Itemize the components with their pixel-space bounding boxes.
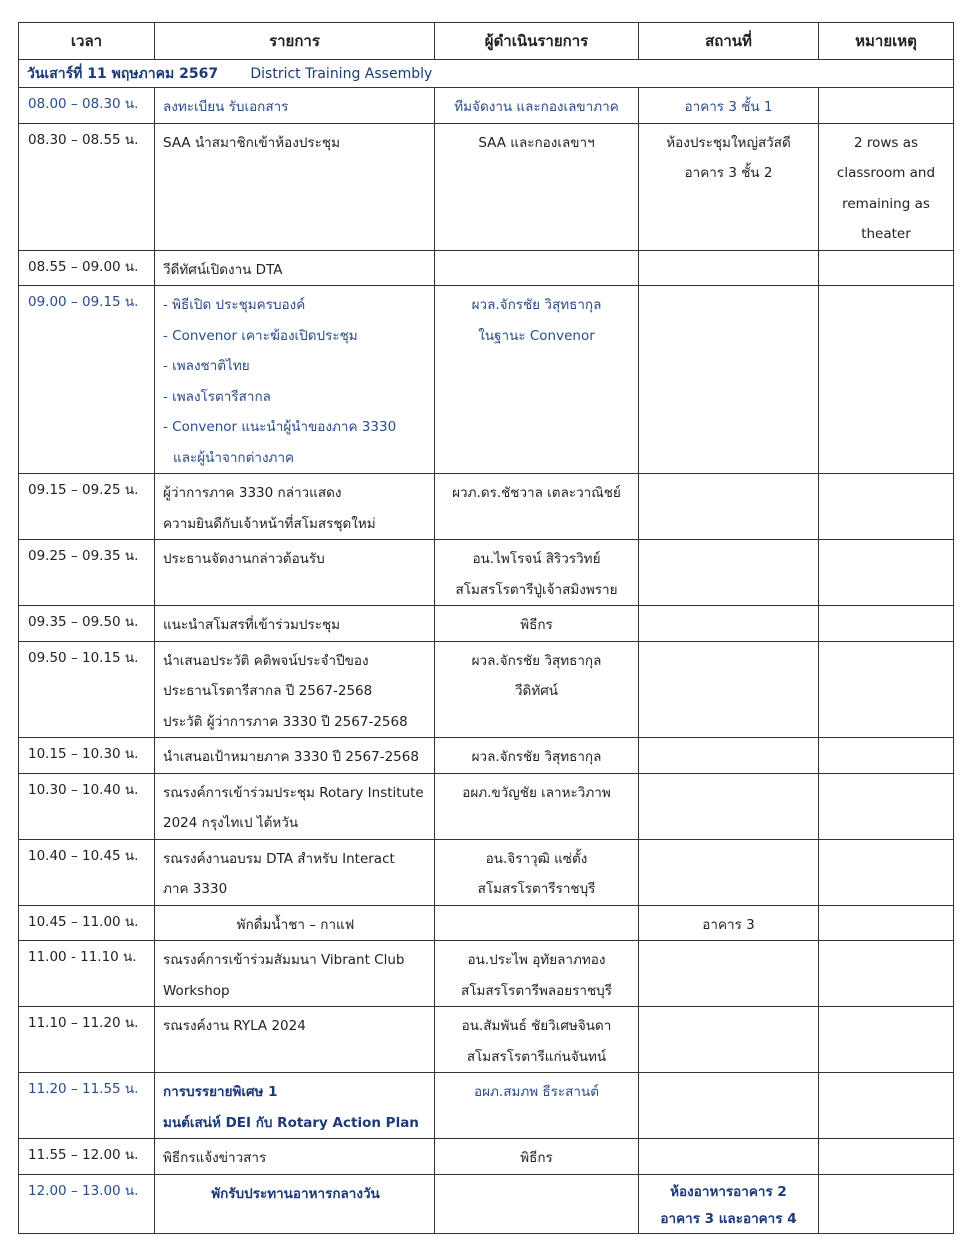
note-cell (819, 123, 954, 250)
note-cell (819, 1139, 954, 1175)
agenda-row (19, 474, 954, 540)
time-text: 11.20 – 11.55 น. (28, 1081, 139, 1097)
agenda-row (19, 286, 954, 474)
time-text: 11.00 - 11.10 น. (28, 949, 137, 965)
agenda-row (19, 641, 954, 738)
place-cell (639, 941, 819, 1007)
time-cell (19, 905, 155, 941)
time-text: 11.10 – 11.20 น. (28, 1015, 139, 1031)
place-cell (639, 641, 819, 738)
agenda-row (19, 738, 954, 774)
item-text: Workshop (163, 982, 230, 999)
host-text: อน.ไพโรจน์ สิริวรวิทย์ (472, 551, 601, 567)
note-cell (819, 606, 954, 642)
time-cell (19, 474, 155, 540)
time-text: 09.15 – 09.25 น. (28, 482, 139, 498)
agenda-table (18, 22, 954, 1234)
item-text: นำเสนอเป้าหมายภาค 3330 ปี 2567-2568 (163, 749, 419, 765)
note-cell (819, 1174, 954, 1233)
host-cell (435, 1139, 639, 1175)
place-cell (639, 250, 819, 286)
agenda-row (19, 540, 954, 606)
host-text: สโมสรโรตารีปู่เจ้าสมิงพราย (455, 581, 618, 598)
note-cell (819, 641, 954, 738)
header-item: รายการ (155, 23, 435, 60)
host-cell (435, 738, 639, 774)
time-cell (19, 88, 155, 124)
item-text: นำเสนอประวัติ คติพจน์ประจำปีของ (163, 652, 369, 669)
note-cell (819, 286, 954, 474)
host-cell (435, 1073, 639, 1139)
place-cell (639, 1139, 819, 1175)
time-text: 10.40 – 10.45 น. (28, 847, 139, 864)
item-cell (155, 1073, 435, 1139)
time-cell (19, 540, 155, 606)
item-text: 2024 กรุงไทเป ไต้หวัน (163, 815, 299, 831)
host-text: ผวล.จักรชัย วิสุทธากุล (471, 749, 602, 765)
host-text: อน.ประไพ อุทัยลาภทอง (467, 952, 606, 968)
agenda-row (19, 839, 954, 905)
time-text: 11.55 – 12.00 น. (28, 1147, 139, 1163)
time-cell (19, 1174, 155, 1233)
time-text: 09.35 – 09.50 น. (28, 614, 139, 630)
host-cell (435, 88, 639, 124)
item-text: ประวัติ ผู้ว่าการภาค 3330 ปี 2567-2568 (163, 713, 408, 730)
host-cell (435, 250, 639, 286)
place-text: อาคาร 3 ชั้น 2 (684, 165, 773, 181)
time-text: 08.00 – 08.30 น. (28, 96, 139, 112)
place-cell (639, 905, 819, 941)
time-cell (19, 941, 155, 1007)
header-note: หมายเหตุ (819, 23, 954, 60)
host-cell (435, 1007, 639, 1073)
time-text: 10.45 – 11.00 น. (28, 913, 139, 930)
host-text: อผภ.ขวัญชัย เลาหะวิภาพ (462, 784, 611, 801)
item-text: ความยินดีกับเจ้าหน้าที่สโมสรชุดใหม่ (163, 515, 376, 532)
note-cell (819, 941, 954, 1007)
item-cell (155, 941, 435, 1007)
item-text: มนต์เสน่ห์ DEI กับ Rotary Action Plan (163, 1114, 419, 1131)
time-text: 09.00 – 09.15 น. (28, 294, 139, 310)
item-text: ภาค 3330 (163, 881, 228, 897)
item-text: รณรงค์งานอบรม DTA สำหรับ Interact (163, 850, 395, 867)
agenda-row (19, 773, 954, 839)
host-text: ผวภ.ดร.ชัชวาล เตละวาณิชย์ (452, 485, 621, 501)
time-text: 08.55 – 09.00 น. (28, 258, 139, 275)
item-text: ประธานโรตารีสากล ปี 2567-2568 (163, 683, 373, 699)
item-cell (155, 905, 435, 941)
item-text: รณรงค์งาน RYLA 2024 (163, 1018, 306, 1034)
host-cell (435, 286, 639, 474)
host-text: ผวล.จักรชัย วิสุทธากุล (471, 652, 602, 669)
item-text: ประธานจัดงานกล่าวต้อนรับ (163, 551, 325, 567)
item-cell (155, 123, 435, 250)
host-text: ในฐานะ Convenor (478, 327, 595, 344)
host-cell (435, 606, 639, 642)
place-cell (639, 1174, 819, 1233)
agenda-row (19, 123, 954, 250)
host-cell (435, 474, 639, 540)
agenda-row (19, 1139, 954, 1175)
place-cell (639, 540, 819, 606)
note-text: classroom and (836, 165, 936, 181)
place-cell (639, 1073, 819, 1139)
host-cell (435, 941, 639, 1007)
time-text: 10.30 – 10.40 น. (28, 781, 139, 798)
place-text: ห้องอาหารอาคาร 2 (670, 1183, 787, 1200)
agenda-row (19, 941, 954, 1007)
host-text: สโมสรโรตารีพลอยราชบุรี (461, 982, 612, 999)
header-place: สถานที่ (639, 23, 819, 60)
note-cell (819, 250, 954, 286)
place-cell (639, 1007, 819, 1073)
place-text: อาคาร 3 (702, 916, 755, 933)
time-cell (19, 250, 155, 286)
place-cell (639, 738, 819, 774)
item-cell (155, 1139, 435, 1175)
agenda-row (19, 606, 954, 642)
time-text: 10.15 – 10.30 น. (28, 746, 139, 762)
item-cell (155, 250, 435, 286)
item-text: - Convenor แนะนำผู้นำของภาค 3330 (163, 419, 397, 435)
time-cell (19, 839, 155, 905)
item-text: และผู้นำจากต่างภาค (173, 449, 295, 466)
host-cell (435, 839, 639, 905)
day-date: วันเสาร์ที่ 11 พฤษภาคม 2567 (27, 65, 219, 82)
item-text: SAA นำสมาชิกเข้าห้องประชุม (163, 134, 340, 151)
item-cell (155, 1007, 435, 1073)
header-row (19, 23, 954, 60)
host-cell (435, 641, 639, 738)
item-text: - เพลงโรตารีสากล (163, 388, 271, 405)
place-cell (639, 773, 819, 839)
host-text: สโมสรโรตารีแก่นจันทน์ (466, 1048, 607, 1065)
host-cell (435, 123, 639, 250)
item-cell (155, 540, 435, 606)
item-text: - พิธีเปิด ประชุมครบองค์ (163, 297, 306, 313)
time-text: 09.50 – 10.15 น. (28, 649, 139, 666)
time-text: 08.30 – 08.55 น. (28, 131, 139, 148)
time-text: 12.00 – 13.00 น. (28, 1182, 139, 1199)
item-cell (155, 1174, 435, 1233)
time-cell (19, 773, 155, 839)
agenda-row (19, 1007, 954, 1073)
note-cell (819, 905, 954, 941)
day-cell (19, 60, 954, 88)
place-cell (639, 286, 819, 474)
note-cell (819, 474, 954, 540)
place-text: อาคาร 3 และอาคาร 4 (660, 1210, 797, 1227)
item-text: การบรรยายพิเศษ 1 (163, 1084, 278, 1100)
time-cell (19, 1007, 155, 1073)
item-cell (155, 606, 435, 642)
item-cell (155, 474, 435, 540)
agenda-row (19, 905, 954, 941)
host-text: พิธีกร (520, 1150, 553, 1166)
header-host: ผู้ดำเนินรายการ (435, 23, 639, 60)
host-cell (435, 540, 639, 606)
note-cell (819, 88, 954, 124)
note-cell (819, 1007, 954, 1073)
host-text: อน.สัมพันธ์ ชัยวิเศษจินดา (461, 1018, 612, 1034)
place-cell (639, 88, 819, 124)
item-text: ลงทะเบียน รับเอกสาร (163, 99, 289, 115)
item-text: - เพลงชาติไทย (163, 358, 250, 374)
host-text: ทีมจัดงาน และกองเลขาภาค (454, 99, 619, 115)
item-text: พิธีกรแจ้งข่าวสาร (163, 1150, 267, 1166)
time-cell (19, 738, 155, 774)
agenda-row (19, 250, 954, 286)
time-cell (19, 123, 155, 250)
item-cell (155, 839, 435, 905)
place-cell (639, 123, 819, 250)
time-cell (19, 641, 155, 738)
item-cell (155, 286, 435, 474)
host-text: ผวล.จักรชัย วิสุทธากุล (471, 297, 602, 313)
place-cell (639, 839, 819, 905)
item-text: ผู้ว่าการภาค 3330 กล่าวแสดง (163, 485, 342, 501)
item-text: แนะนำสโมสรที่เข้าร่วมประชุม (163, 617, 341, 633)
item-cell (155, 773, 435, 839)
host-text: วีดิทัศน์ (514, 683, 559, 699)
time-cell (19, 1073, 155, 1139)
note-cell (819, 839, 954, 905)
host-text: สโมสรโรตารีราชบุรี (477, 881, 596, 897)
note-text: theater (861, 226, 911, 242)
agenda-row (19, 1174, 954, 1233)
note-text: remaining as (842, 195, 930, 212)
note-cell (819, 773, 954, 839)
item-text: พักดื่มน้ำชา – กาแฟ (236, 916, 355, 933)
item-cell (155, 88, 435, 124)
note-text: 2 rows as (853, 134, 919, 151)
item-text: - Convenor เคาะฆ้องเปิดประชุม (163, 327, 358, 344)
time-cell (19, 606, 155, 642)
host-cell (435, 905, 639, 941)
note-cell (819, 738, 954, 774)
day-row (19, 60, 954, 88)
time-cell (19, 1139, 155, 1175)
host-cell (435, 773, 639, 839)
note-cell (819, 1073, 954, 1139)
host-text: พิธีกร (520, 617, 553, 633)
item-text: พักรับประทานอาหารกลางวัน (211, 1185, 380, 1202)
time-cell (19, 286, 155, 474)
host-text: SAA และกองเลขาฯ (478, 134, 595, 151)
place-cell (639, 474, 819, 540)
host-text: อน.จิราวุฒิ แซ่ตั้ง (485, 850, 588, 867)
item-cell (155, 641, 435, 738)
item-text: วีดีทัศน์เปิดงาน DTA (163, 261, 283, 278)
item-cell (155, 738, 435, 774)
place-cell (639, 606, 819, 642)
item-text: รณรงค์การเข้าร่วมสัมมนา Vibrant Club (163, 952, 405, 968)
host-text: อผภ.สมภพ ธีระสานต์ (474, 1084, 599, 1100)
time-text: 09.25 – 09.35 น. (28, 548, 139, 564)
item-text: รณรงค์การเข้าร่วมประชุม Rotary Institute (163, 784, 424, 801)
place-text: ห้องประชุมใหญ่สวัสดี (666, 134, 791, 151)
place-text: อาคาร 3 ชั้น 1 (684, 99, 773, 115)
agenda-row (19, 88, 954, 124)
day-event: District Training Assembly (250, 65, 433, 82)
host-cell (435, 1174, 639, 1233)
note-cell (819, 540, 954, 606)
agenda-row (19, 1073, 954, 1139)
header-time: เวลา (19, 23, 155, 60)
